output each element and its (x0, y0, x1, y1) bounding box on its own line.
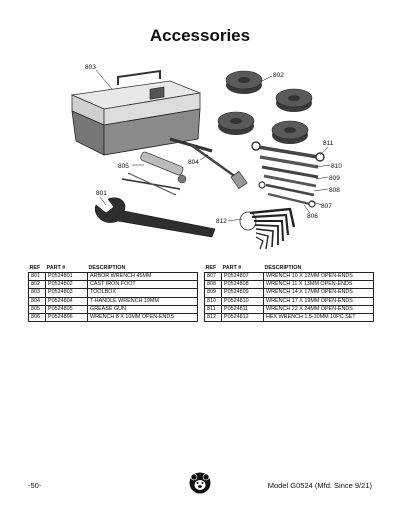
cell-description: WRENCH 14 X 17MM OPEN-ENDS (264, 289, 374, 297)
header-description: DESCRIPTION (88, 265, 126, 271)
cell-description: T-HANDLE WRENCH 19MM (88, 297, 198, 305)
header-description: DESCRIPTION (264, 265, 302, 271)
callout-806: 806 (307, 213, 318, 220)
model-info: Model G0524 (Mfd. Since 9/21) (267, 481, 372, 490)
header-ref: REF (205, 265, 217, 271)
page-number: -50- (28, 481, 42, 490)
table-row (29, 314, 198, 322)
accessories-illustration (0, 55, 400, 260)
cell-part: P0524812 (222, 314, 264, 322)
header-part: PART # (46, 265, 66, 271)
cell-ref: 804 (29, 297, 46, 305)
cell-ref: 808 (205, 281, 222, 289)
table-row (205, 305, 374, 313)
arbor-wrench-illustration (95, 198, 215, 237)
cell-description: WRENCH 11 X 13MM OPEN-ENDS (264, 281, 374, 289)
header-part: PART # (222, 265, 242, 271)
callout-807: 807 (321, 203, 332, 210)
cell-part: P0524809 (222, 289, 264, 297)
callout-805: 805 (118, 163, 129, 170)
callout-803: 803 (85, 64, 96, 71)
cell-part: P0524804 (46, 297, 88, 305)
cell-ref: 809 (205, 289, 222, 297)
cell-ref: 803 (29, 289, 46, 297)
cell-description: CAST IRON FOOT (88, 281, 198, 289)
table-row (29, 289, 198, 297)
cell-part: P0524802 (46, 281, 88, 289)
parts-table-right (204, 265, 374, 322)
cell-description: HEX WRENCH 1.5-10MM 10PC SET (264, 314, 374, 322)
cell-part: P0524803 (46, 289, 88, 297)
cell-part: P0524801 (46, 273, 88, 281)
cast-iron-feet-illustration (218, 71, 312, 144)
table-row (205, 281, 374, 289)
cell-description: ARBOR WRENCH 45MM (88, 273, 198, 281)
cell-part: P0524807 (222, 273, 264, 281)
cell-description: GREASE GUN (88, 305, 198, 313)
page-title: Accessories (149, 26, 251, 45)
cell-description: WRENCH 22 X 24MM OPEN-ENDS (264, 305, 374, 313)
callout-804: 804 (188, 159, 199, 166)
cell-ref: 812 (205, 314, 222, 322)
table-row (205, 273, 374, 281)
cell-ref: 811 (205, 305, 222, 313)
bear-logo-icon (189, 472, 211, 494)
cell-ref: 806 (29, 314, 46, 322)
cell-part: P0524808 (222, 281, 264, 289)
table-row (205, 289, 374, 297)
cell-ref: 802 (29, 281, 46, 289)
table-row (29, 297, 198, 305)
header-ref: REF (29, 265, 41, 271)
callout-809: 809 (329, 175, 340, 182)
table-header-row (205, 265, 374, 273)
callout-801: 801 (96, 190, 107, 197)
callout-802: 802 (273, 72, 284, 79)
cell-description: WRENCH 17 X 19MM OPEN-ENDS (264, 297, 374, 305)
cell-ref: 807 (205, 273, 222, 281)
cell-ref: 810 (205, 297, 222, 305)
table-row (205, 297, 374, 305)
cell-ref: 805 (29, 305, 46, 313)
cell-ref: 801 (29, 273, 46, 281)
cell-description: WRENCH 8 X 10MM OPEN-ENDS (88, 314, 198, 322)
table-row (29, 273, 198, 281)
callout-808: 808 (329, 187, 340, 194)
cell-part: P0524811 (222, 305, 264, 313)
table-row (29, 281, 198, 289)
callout-811: 811 (323, 140, 334, 147)
callout-812: 812 (216, 218, 227, 225)
table-row (205, 314, 374, 322)
parts-table-left (28, 265, 198, 322)
callout-810: 810 (331, 163, 342, 170)
table-row (29, 305, 198, 313)
cell-part: P0524805 (46, 305, 88, 313)
cell-description: WRENCH 10 X 12MM OPEN-ENDS (264, 273, 374, 281)
table-header-row (29, 265, 198, 273)
open-end-wrenches-illustration (252, 142, 324, 207)
hex-wrench-set-illustration (240, 209, 294, 249)
grease-gun-illustration (122, 151, 186, 195)
cell-part: P0524806 (46, 314, 88, 322)
cell-part: P0524810 (222, 297, 264, 305)
cell-description: TOOLBOX (88, 289, 198, 297)
